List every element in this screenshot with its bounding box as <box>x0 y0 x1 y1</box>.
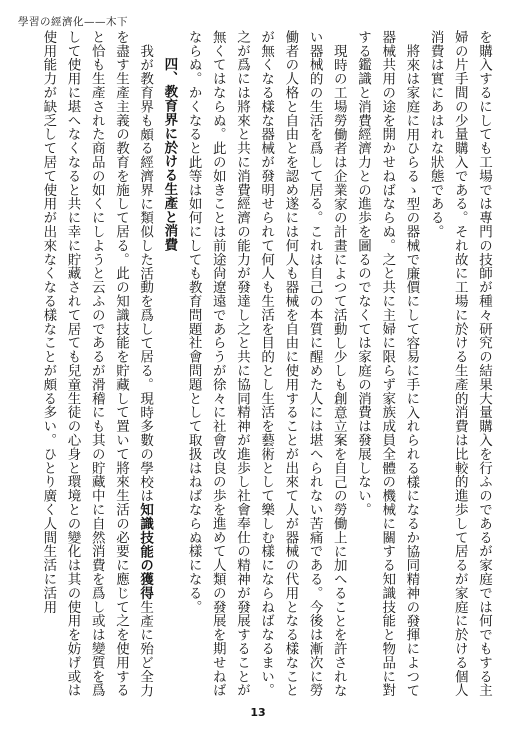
paragraph-text: 將來は家庭に用ひらるゝ型の器械で廉價にして容易に手に入れられる樣になるか協同精神の發揮によつて器械共用の途を開かせねばならぬ。之と共に主婦に限らず家族成員全體の機械に關する知識技能と物品に對する鑑識と消費經濟力との進歩を圖るのでなくては家庭の消費は發展しない。 <box>354 30 420 698</box>
paragraph <box>181 30 350 700</box>
paragraph-text: を購入するにしても工場では專門の技師が種々研究の結果大量購入を行ふのであるが家庭では何でもする主婦の片手間の少量購入である。それ故に工場に於ける生產的消費は比較的進歩して居るが家庭に於ける個人消費は實にあはれな狀態である。 <box>427 30 492 698</box>
paragraph <box>423 30 496 700</box>
body-text <box>20 30 496 700</box>
paragraph <box>351 30 424 700</box>
paragraph <box>36 30 157 700</box>
running-head: 學習の經濟化——木下 <box>18 16 128 28</box>
section-heading <box>157 44 181 701</box>
emphasized-text: 知識技能の獲得 <box>137 502 154 600</box>
paragraph-text: 生產に殆ど全力を盡す生產主義の教育を施して居る。此の知識技能を貯藏して置いて將來生活の必要に應じて之を使用すると恰も生產された商品の如くにしようと云ふのであるが滑稽にも其の貯藏中に自然消費を爲し或は變質を爲して使用に堪へなくなると共に幸に貯藏されて居ても兒童生徒の心身と環境との變化は其の使用を妨げ或は使用能力が缺乏して居て使用が出來なくなる樣なことが頗る多い。ひとり廣く人間生活に活用 <box>40 30 154 698</box>
section-heading-text: 四、教育界に於ける生產と消費 <box>161 57 178 252</box>
page-number: 13 <box>250 706 266 719</box>
paragraph-text: 現時の工場勞働者は企業家の計畫によつて活動し少しも創意立案を自己の勞働上に加へることを許されない器械的の生活を爲して居る。これは自己の本質に醒めた人には堪へられない苦痛である。今後は漸次に勞働者の人格と自由とを認め遂には何人も器械を自由に使用することが出來て人が器械の代用となる樣なことが無くなる樣な器械が發明せられて何人も生活を目的とし生活を藝術として樂しむ樣にならねばなるまい。之が爲には將來と共に消費經濟の能力が發達し之と共に協同精神が進歩し社會奉仕の精神が發展することが無くてはならぬ。此の如きことは前途尙遼遠であらうが徐々に社會改良の歩を進めて人類の發展を期せねばならぬ。かくなると此等は如何にしても教育問題社會問題として取扱はねばならぬ樣になる。 <box>185 30 347 698</box>
paragraph-text: 我が教育界も頗る經濟界に類似した活動を爲して居る。現時多數の學校は <box>137 43 154 503</box>
